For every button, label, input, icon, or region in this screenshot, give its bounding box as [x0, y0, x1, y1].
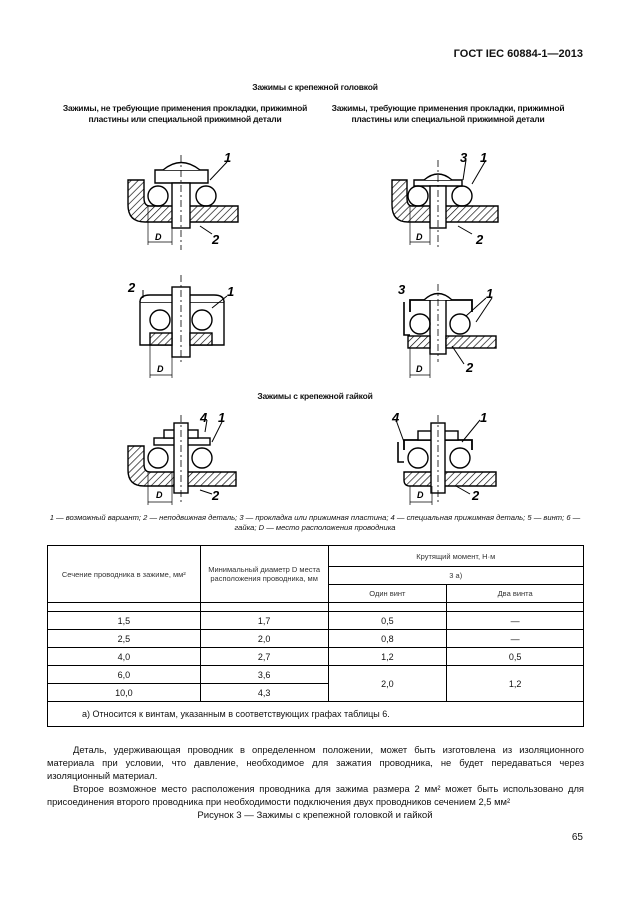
- standard-header: ГОСТ IEC 60884-1—2013: [453, 48, 583, 60]
- label-1-a: 1: [224, 150, 232, 165]
- paragraph-1: Деталь, удерживающая проводник в определенном положении, может быть изготовлена из изоляционного материала при условии, что давление, необходимое для зажатия проводника, не будет передаваться через изоляционный материал.: [47, 744, 584, 781]
- cell-one-screw: 2,0: [328, 666, 447, 702]
- label-4-f: 4: [392, 410, 400, 425]
- col-header-diameter: Минимальный диаметр D места расположения проводника, мм: [200, 546, 328, 603]
- label-1-d: 1: [486, 286, 494, 301]
- cell-diameter: 4,3: [200, 684, 328, 702]
- torque-table: [47, 545, 584, 727]
- dim-d-b: D: [416, 232, 423, 242]
- col-subheader: 3 a): [328, 567, 583, 585]
- left-column-heading: Зажимы, не требующие применения прокладки, прижимной пластины или специальной прижимной детали: [62, 103, 308, 124]
- drawing-two-screws-no-washer: [140, 275, 227, 378]
- cell-section: 2,5: [48, 630, 201, 648]
- cell-section: 4,0: [48, 648, 201, 666]
- dim-d-c: D: [157, 364, 164, 374]
- label-2-c: 2: [128, 280, 136, 295]
- cell-diameter: 3,6: [200, 666, 328, 684]
- cell-diameter: 2,0: [200, 630, 328, 648]
- label-2-f: 2: [472, 488, 480, 503]
- section-title-nut: Зажимы с крепежной гайкой: [257, 391, 373, 401]
- dim-d-a: D: [155, 232, 162, 242]
- label-1-b: 1: [480, 150, 488, 165]
- cell-one-screw: 0,5: [328, 612, 447, 630]
- cell-section: 1,5: [48, 612, 201, 630]
- label-2-d: 2: [466, 360, 474, 375]
- table-row: [48, 612, 584, 630]
- drawing-screw-head-no-washer: [128, 155, 238, 250]
- col-header-section: Сечение проводника в зажиме, мм²: [48, 546, 201, 603]
- dim-d-f: D: [417, 490, 424, 500]
- cell-one-screw: 0,8: [328, 630, 447, 648]
- cell-diameter: 1,7: [200, 612, 328, 630]
- table-row: [48, 648, 584, 666]
- cell-two-screws: 0,5: [447, 648, 584, 666]
- cell-section: 10,0: [48, 684, 201, 702]
- label-3-b: 3: [460, 150, 468, 165]
- drawing-nut-with-washer: [396, 415, 496, 505]
- cell-two-screws: —: [447, 630, 584, 648]
- label-2-a: 2: [212, 232, 220, 247]
- label-4-e: 4: [200, 410, 208, 425]
- dim-d-e: D: [156, 490, 163, 500]
- cell-two-screws: 1,2: [447, 666, 584, 702]
- cell-diameter: 2,7: [200, 648, 328, 666]
- right-column-heading: Зажимы, требующие применения прокладки, прижимной пластины или специальной прижимной детали: [331, 103, 565, 124]
- label-2-b: 2: [476, 232, 484, 247]
- figure-caption: Рисунок 3 — Зажимы с крепежной головкой и гайкой: [197, 810, 433, 821]
- table-footnote: a) Относится к винтам, указанным в соответствующих графах таблицы 6.: [48, 702, 584, 727]
- figure-legend: 1 — возможный вариант; 2 — неподвижная деталь; 3 — прокладка или прижимная пластина; 4 — специальная прижимная деталь; 5 — винт; 6 — гайка; D — место расположения проводника: [49, 513, 581, 532]
- col-header-two-screws: Два винта: [447, 585, 584, 603]
- dim-d-d: D: [416, 364, 423, 374]
- section-title-screw-head: Зажимы с крепежной головкой: [252, 82, 378, 92]
- label-2-e: 2: [212, 488, 220, 503]
- table-row: [48, 666, 584, 684]
- label-1-c: 1: [227, 284, 235, 299]
- cell-section: 6,0: [48, 666, 201, 684]
- label-3-d: 3: [398, 282, 406, 297]
- col-header-one-screw: Один винт: [328, 585, 447, 603]
- paragraph-2: Второе возможное место расположения проводника для зажима размера 2 мм² может быть использовано для присоединения второго проводника при необходимости подключения двух проводников сечением 2,5 мм²: [47, 783, 584, 807]
- label-1-f: 1: [480, 410, 488, 425]
- label-1-e: 1: [218, 410, 226, 425]
- col-header-torque: Крутящий момент, Н·м: [328, 546, 583, 567]
- drawing-nut-no-washer: [128, 415, 236, 505]
- cell-two-screws: —: [447, 612, 584, 630]
- cell-one-screw: 1,2: [328, 648, 447, 666]
- page-number: 65: [571, 832, 583, 843]
- table-row: [48, 630, 584, 648]
